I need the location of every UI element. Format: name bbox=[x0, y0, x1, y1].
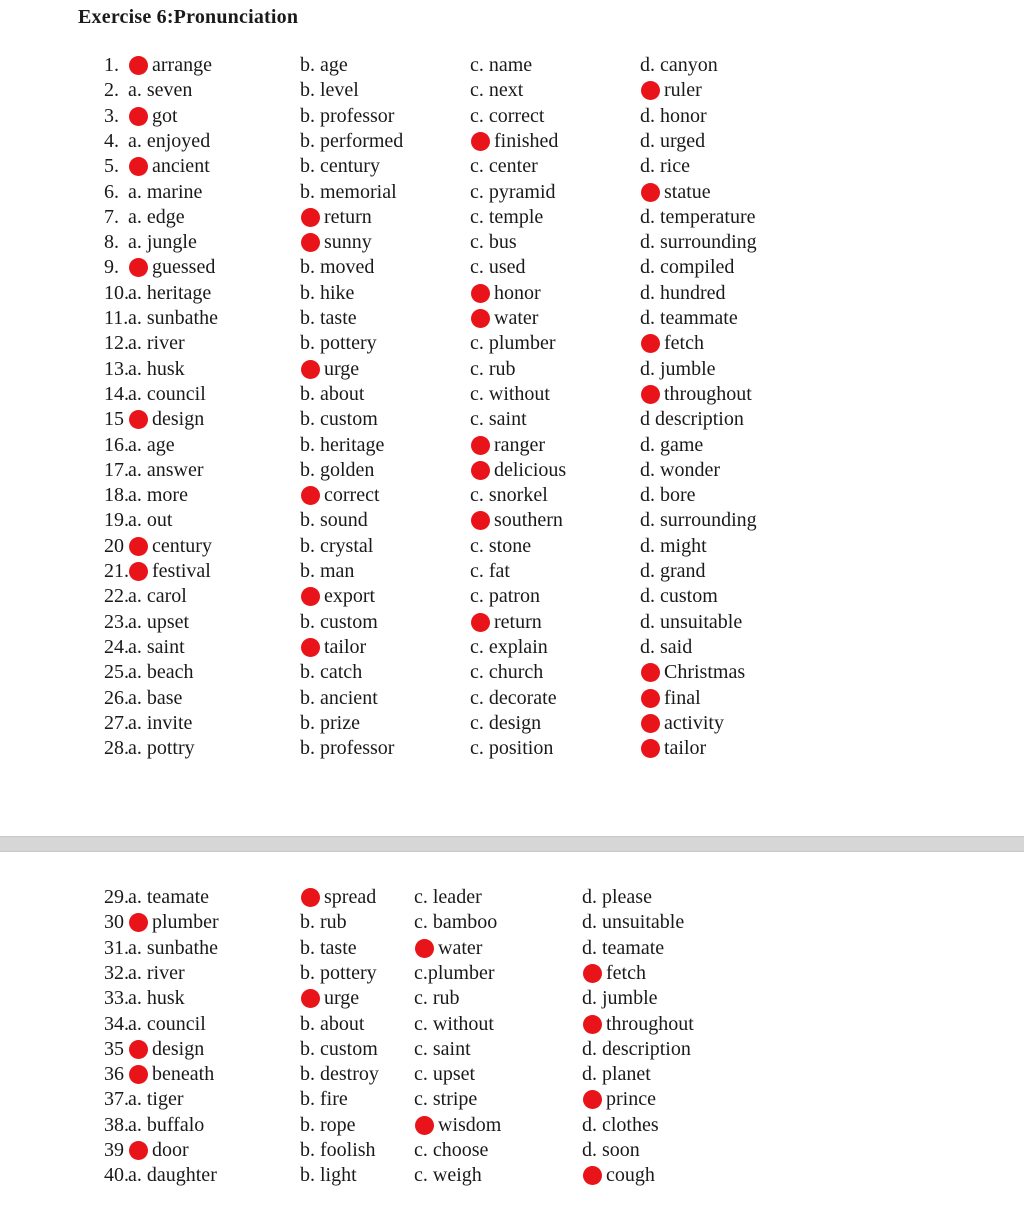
option-a: beneath bbox=[152, 1063, 215, 1086]
option-c: water bbox=[494, 307, 539, 329]
question-number: 2. bbox=[104, 79, 119, 102]
option-d: d. teammate bbox=[640, 307, 738, 329]
option-b: export bbox=[324, 585, 376, 608]
question-number: 17. bbox=[104, 458, 129, 481]
option-c: ranger bbox=[494, 433, 546, 456]
option-c: southern bbox=[494, 509, 563, 532]
option-d: d. unsuitable bbox=[640, 610, 743, 633]
option-a: a. beach bbox=[128, 661, 194, 684]
option-b: b. custom bbox=[300, 1037, 378, 1060]
option-a: a. pottry bbox=[128, 737, 195, 760]
option-b: b. fire bbox=[300, 1088, 348, 1111]
question-number: 10. bbox=[104, 281, 129, 304]
question-row bbox=[0, 986, 1024, 1011]
option-b: b. memorial bbox=[300, 180, 397, 203]
option-b: b. man bbox=[300, 560, 355, 582]
option-b: b. sound bbox=[300, 509, 368, 532]
option-a: a. sunbathe bbox=[128, 307, 218, 329]
question-row bbox=[0, 78, 1024, 103]
option-c: c. center bbox=[470, 155, 538, 178]
question-number: 6. bbox=[104, 180, 119, 203]
question-row bbox=[0, 584, 1024, 609]
question-row bbox=[0, 483, 1024, 508]
question-row bbox=[0, 433, 1024, 458]
answer-marker-dot bbox=[129, 1040, 148, 1059]
question-number: 34. bbox=[104, 1012, 129, 1035]
option-a: century bbox=[152, 534, 212, 557]
option-b: b. professor bbox=[300, 737, 395, 760]
question-number: 39 bbox=[104, 1139, 124, 1161]
option-b: b. taste bbox=[300, 307, 357, 329]
option-a: a. marine bbox=[128, 180, 203, 203]
question-number: 36 bbox=[104, 1063, 124, 1086]
option-d: d. surrounding bbox=[640, 231, 757, 254]
option-b: b. hike bbox=[300, 281, 355, 304]
option-c: c. name bbox=[470, 54, 533, 76]
answer-marker-dot bbox=[583, 1166, 602, 1185]
answer-marker-dot bbox=[129, 537, 148, 556]
question-number: 29. bbox=[104, 886, 129, 908]
option-b: b. about bbox=[300, 382, 365, 405]
question-number: 18. bbox=[104, 484, 129, 507]
option-a: a. saint bbox=[128, 635, 185, 658]
option-d: throughout bbox=[606, 1012, 694, 1035]
question-row bbox=[0, 1037, 1024, 1062]
option-d: d. teamate bbox=[582, 936, 665, 959]
option-c: honor bbox=[494, 281, 541, 304]
answer-marker-dot bbox=[641, 663, 660, 682]
option-d: Christmas bbox=[664, 661, 746, 684]
option-b: b. ancient bbox=[300, 686, 378, 709]
question-row bbox=[0, 458, 1024, 483]
option-b: b. pottery bbox=[300, 961, 377, 984]
answer-marker-dot bbox=[471, 309, 490, 328]
option-c: c. church bbox=[470, 661, 544, 684]
option-a: a. daughter bbox=[128, 1164, 217, 1187]
question-number: 37. bbox=[104, 1088, 129, 1111]
option-d: tailor bbox=[664, 737, 707, 760]
question-row bbox=[0, 711, 1024, 736]
answer-marker-dot bbox=[641, 739, 660, 758]
question-row bbox=[0, 180, 1024, 205]
option-d: d. hundred bbox=[640, 281, 726, 304]
question-number: 30 bbox=[104, 911, 124, 934]
option-c: c. without bbox=[470, 382, 550, 405]
question-number: 32. bbox=[104, 961, 129, 984]
answer-marker-dot bbox=[129, 157, 148, 176]
answer-marker-dot bbox=[471, 511, 490, 530]
option-a: a. upset bbox=[128, 610, 190, 633]
option-c: c. saint bbox=[470, 408, 527, 431]
question-row bbox=[0, 610, 1024, 635]
question-number: 31. bbox=[104, 936, 129, 959]
option-a: plumber bbox=[152, 911, 219, 934]
option-a: a. answer bbox=[128, 458, 204, 481]
answer-marker-dot bbox=[471, 284, 490, 303]
question-number: 16. bbox=[104, 433, 129, 456]
option-a: a. teamate bbox=[128, 886, 210, 908]
answer-marker-dot bbox=[415, 939, 434, 958]
option-c: c.plumber bbox=[414, 961, 495, 984]
option-a: a. river bbox=[128, 332, 185, 355]
option-c: c. weigh bbox=[414, 1164, 482, 1187]
option-a: door bbox=[152, 1139, 189, 1161]
answer-marker-dot bbox=[301, 486, 320, 505]
question-row bbox=[0, 1062, 1024, 1087]
question-row bbox=[0, 382, 1024, 407]
question-number: 11. bbox=[104, 307, 129, 329]
option-a: a. age bbox=[128, 433, 175, 456]
question-number: 4. bbox=[104, 129, 119, 152]
option-d: d. canyon bbox=[640, 54, 718, 76]
question-number: 23. bbox=[104, 610, 129, 633]
option-a: a. invite bbox=[128, 711, 193, 734]
option-a: a. buffalo bbox=[128, 1113, 205, 1136]
question-row bbox=[0, 129, 1024, 154]
question-row bbox=[0, 961, 1024, 986]
option-c: c. without bbox=[414, 1012, 494, 1035]
option-d: final bbox=[664, 686, 701, 709]
question-row bbox=[0, 508, 1024, 533]
option-c: c. rub bbox=[470, 357, 516, 380]
option-b: b. age bbox=[300, 54, 348, 76]
question-number: 20 bbox=[104, 534, 124, 557]
answer-marker-dot bbox=[641, 334, 660, 353]
option-b: b. catch bbox=[300, 661, 363, 684]
question-number: 8. bbox=[104, 231, 119, 254]
answer-marker-dot bbox=[641, 714, 660, 733]
option-d: prince bbox=[606, 1088, 656, 1111]
answer-marker-dot bbox=[471, 461, 490, 480]
option-d: cough bbox=[606, 1164, 655, 1187]
question-row bbox=[0, 936, 1024, 961]
question-row bbox=[0, 686, 1024, 711]
option-b: b. light bbox=[300, 1164, 357, 1187]
question-number: 22. bbox=[104, 585, 129, 608]
option-d: activity bbox=[664, 711, 724, 734]
question-number: 19. bbox=[104, 509, 129, 532]
option-a: guessed bbox=[152, 256, 216, 279]
option-c: c. bamboo bbox=[414, 911, 498, 934]
question-row bbox=[0, 230, 1024, 255]
option-b: b. heritage bbox=[300, 433, 385, 456]
option-b: b. moved bbox=[300, 256, 375, 279]
option-b: tailor bbox=[324, 635, 367, 658]
option-d: d. wonder bbox=[640, 458, 720, 481]
option-a: a. tiger bbox=[128, 1088, 184, 1111]
question-row bbox=[0, 205, 1024, 230]
option-c: c. temple bbox=[470, 205, 544, 228]
answer-marker-dot bbox=[583, 964, 602, 983]
option-d: fetch bbox=[664, 332, 704, 355]
question-number: 5. bbox=[104, 155, 119, 178]
question-row bbox=[0, 104, 1024, 129]
option-a: a. river bbox=[128, 961, 185, 984]
option-d: d. compiled bbox=[640, 256, 735, 279]
option-b: urge bbox=[324, 987, 360, 1010]
option-b: b. century bbox=[300, 155, 380, 178]
answer-marker-dot bbox=[583, 1015, 602, 1034]
question-row bbox=[0, 407, 1024, 432]
option-d: d. game bbox=[640, 433, 704, 456]
question-number: 38. bbox=[104, 1113, 129, 1136]
question-row bbox=[0, 331, 1024, 356]
option-c: c. plumber bbox=[470, 332, 556, 355]
option-d: d. might bbox=[640, 534, 707, 557]
option-b: b. level bbox=[300, 79, 359, 102]
option-c: c. next bbox=[470, 79, 524, 102]
option-d: d. please bbox=[582, 886, 652, 908]
option-a: a. sunbathe bbox=[128, 936, 218, 959]
option-c: water bbox=[438, 936, 483, 959]
option-d: d. unsuitable bbox=[582, 911, 685, 934]
option-d: d. jumble bbox=[640, 357, 716, 380]
option-a: a. jungle bbox=[128, 231, 197, 254]
option-c: c. leader bbox=[414, 886, 482, 908]
option-d: d. jumble bbox=[582, 987, 658, 1010]
option-d: d. urged bbox=[640, 129, 706, 152]
question-row bbox=[0, 1012, 1024, 1037]
answer-marker-dot bbox=[301, 208, 320, 227]
question-row bbox=[0, 53, 1024, 78]
option-d: d. surrounding bbox=[640, 509, 757, 532]
question-number: 7. bbox=[104, 205, 119, 228]
answer-marker-dot bbox=[129, 258, 148, 277]
answer-marker-dot bbox=[415, 1116, 434, 1135]
answer-marker-dot bbox=[641, 689, 660, 708]
option-c: c. fat bbox=[470, 560, 510, 582]
question-row bbox=[0, 281, 1024, 306]
answer-marker-dot bbox=[301, 888, 320, 907]
option-b: b. rope bbox=[300, 1113, 356, 1136]
option-a: design bbox=[152, 408, 205, 431]
option-a: a. enjoyed bbox=[128, 129, 211, 152]
question-row bbox=[0, 534, 1024, 559]
question-row bbox=[0, 559, 1024, 584]
question-row bbox=[0, 660, 1024, 685]
answer-marker-dot bbox=[471, 436, 490, 455]
answer-marker-dot bbox=[129, 410, 148, 429]
answer-marker-dot bbox=[641, 183, 660, 202]
question-number: 15 bbox=[104, 408, 124, 431]
answer-marker-dot bbox=[129, 562, 148, 581]
option-b: b. about bbox=[300, 1012, 365, 1035]
answer-marker-dot bbox=[301, 587, 320, 606]
option-d: d. rice bbox=[640, 155, 690, 178]
option-a: a. council bbox=[128, 1012, 206, 1035]
option-c: c. choose bbox=[414, 1139, 489, 1161]
question-row bbox=[0, 1163, 1024, 1188]
option-b: b. crystal bbox=[300, 534, 374, 557]
option-d: d. soon bbox=[582, 1139, 640, 1161]
answer-marker-dot bbox=[301, 233, 320, 252]
question-number: 3. bbox=[104, 104, 119, 127]
option-b: b. custom bbox=[300, 408, 378, 431]
option-d: d. said bbox=[640, 635, 693, 658]
option-c: c. saint bbox=[414, 1037, 471, 1060]
question-row bbox=[0, 255, 1024, 280]
answer-marker-dot bbox=[583, 1090, 602, 1109]
question-number: 27. bbox=[104, 711, 129, 734]
question-number: 9. bbox=[104, 256, 119, 279]
option-c: c. snorkel bbox=[470, 484, 548, 507]
answer-marker-dot bbox=[129, 1141, 148, 1160]
option-b: sunny bbox=[324, 231, 372, 254]
option-b: b. performed bbox=[300, 129, 404, 152]
question-number: 13. bbox=[104, 357, 129, 380]
option-b: urge bbox=[324, 357, 360, 380]
question-number: 24. bbox=[104, 635, 129, 658]
question-number: 25. bbox=[104, 661, 129, 684]
option-c: c. decorate bbox=[470, 686, 557, 709]
question-row bbox=[0, 1087, 1024, 1112]
option-a: a. edge bbox=[128, 205, 185, 228]
option-c: c. bus bbox=[470, 231, 517, 254]
option-c: c. stone bbox=[470, 534, 532, 557]
option-d: fetch bbox=[606, 961, 646, 984]
option-b: b. custom bbox=[300, 610, 378, 633]
option-c: wisdom bbox=[438, 1113, 502, 1136]
question-row bbox=[0, 736, 1024, 761]
option-d: d. planet bbox=[582, 1063, 651, 1086]
answer-marker-dot bbox=[301, 360, 320, 379]
option-c: c. pyramid bbox=[470, 180, 556, 203]
option-d: d. grand bbox=[640, 560, 706, 582]
option-c: c. patron bbox=[470, 585, 540, 608]
question-row bbox=[0, 306, 1024, 331]
answer-marker-dot bbox=[471, 132, 490, 151]
option-c: return bbox=[494, 610, 542, 633]
option-c: delicious bbox=[494, 458, 567, 481]
question-row bbox=[0, 635, 1024, 660]
option-d: d. description bbox=[582, 1037, 691, 1060]
option-c: c. position bbox=[470, 737, 554, 760]
option-a: a. carol bbox=[128, 585, 187, 608]
option-c: c. rub bbox=[414, 987, 460, 1010]
option-b: b. prize bbox=[300, 711, 360, 734]
answer-marker-dot bbox=[301, 989, 320, 1008]
option-b: b. pottery bbox=[300, 332, 377, 355]
option-d: d. temperature bbox=[640, 205, 756, 228]
option-d: d. honor bbox=[640, 104, 707, 127]
question-row bbox=[0, 1113, 1024, 1138]
option-a: a. heritage bbox=[128, 281, 212, 304]
option-a: a. husk bbox=[128, 987, 185, 1010]
option-a: a. council bbox=[128, 382, 206, 405]
answer-marker-dot bbox=[129, 56, 148, 75]
option-a: a. more bbox=[128, 484, 188, 507]
option-a: ancient bbox=[152, 155, 210, 178]
question-number: 40. bbox=[104, 1164, 129, 1187]
option-c: c. upset bbox=[414, 1063, 476, 1086]
option-d: d. clothes bbox=[582, 1113, 659, 1136]
option-b: b. taste bbox=[300, 936, 357, 959]
option-c: finished bbox=[494, 129, 559, 152]
question-number: 33. bbox=[104, 987, 129, 1010]
option-a: got bbox=[152, 104, 178, 127]
option-b: b. foolish bbox=[300, 1139, 376, 1161]
answer-marker-dot bbox=[641, 385, 660, 404]
option-d: d. custom bbox=[640, 585, 718, 608]
question-row bbox=[0, 1138, 1024, 1163]
option-c: c. design bbox=[470, 711, 542, 734]
option-b: correct bbox=[324, 484, 380, 507]
option-b: b. golden bbox=[300, 458, 375, 481]
question-row bbox=[0, 885, 1024, 910]
option-c: c. explain bbox=[470, 635, 548, 658]
option-a: a. base bbox=[128, 686, 183, 709]
question-number: 35 bbox=[104, 1037, 124, 1060]
question-number: 21. bbox=[104, 560, 129, 582]
question-number: 12. bbox=[104, 332, 129, 355]
option-a: a. husk bbox=[128, 357, 185, 380]
question-number: 14. bbox=[104, 382, 129, 405]
option-c: c. stripe bbox=[414, 1088, 478, 1111]
option-d: ruler bbox=[664, 79, 702, 102]
exercise-title: Exercise 6:Pronunciation bbox=[78, 6, 299, 28]
option-d: d description bbox=[640, 408, 744, 431]
answer-marker-dot bbox=[129, 1065, 148, 1084]
answer-marker-dot bbox=[471, 613, 490, 632]
option-d: statue bbox=[664, 180, 711, 203]
option-b: return bbox=[324, 205, 372, 228]
option-a: arrange bbox=[152, 54, 212, 76]
option-a: design bbox=[152, 1037, 205, 1060]
option-b: b. destroy bbox=[300, 1063, 379, 1086]
question-row bbox=[0, 357, 1024, 382]
option-b: b. professor bbox=[300, 104, 395, 127]
question-row bbox=[0, 910, 1024, 935]
option-c: c. used bbox=[470, 256, 526, 279]
option-b: b. rub bbox=[300, 911, 347, 934]
question-row bbox=[0, 154, 1024, 179]
option-a: a. seven bbox=[128, 79, 193, 102]
question-number: 26. bbox=[104, 686, 129, 709]
option-d: d. bore bbox=[640, 484, 696, 507]
option-a: festival bbox=[152, 560, 211, 582]
option-c: c. correct bbox=[470, 104, 545, 127]
option-b: spread bbox=[324, 886, 377, 908]
question-number: 1. bbox=[104, 54, 119, 76]
answer-marker-dot bbox=[301, 638, 320, 657]
worksheet-page-2 bbox=[0, 852, 1024, 1214]
answer-marker-dot bbox=[641, 81, 660, 100]
option-a: a. out bbox=[128, 509, 173, 532]
option-d: throughout bbox=[664, 382, 752, 405]
question-number: 28. bbox=[104, 737, 129, 760]
answer-marker-dot bbox=[129, 107, 148, 126]
answer-marker-dot bbox=[129, 913, 148, 932]
